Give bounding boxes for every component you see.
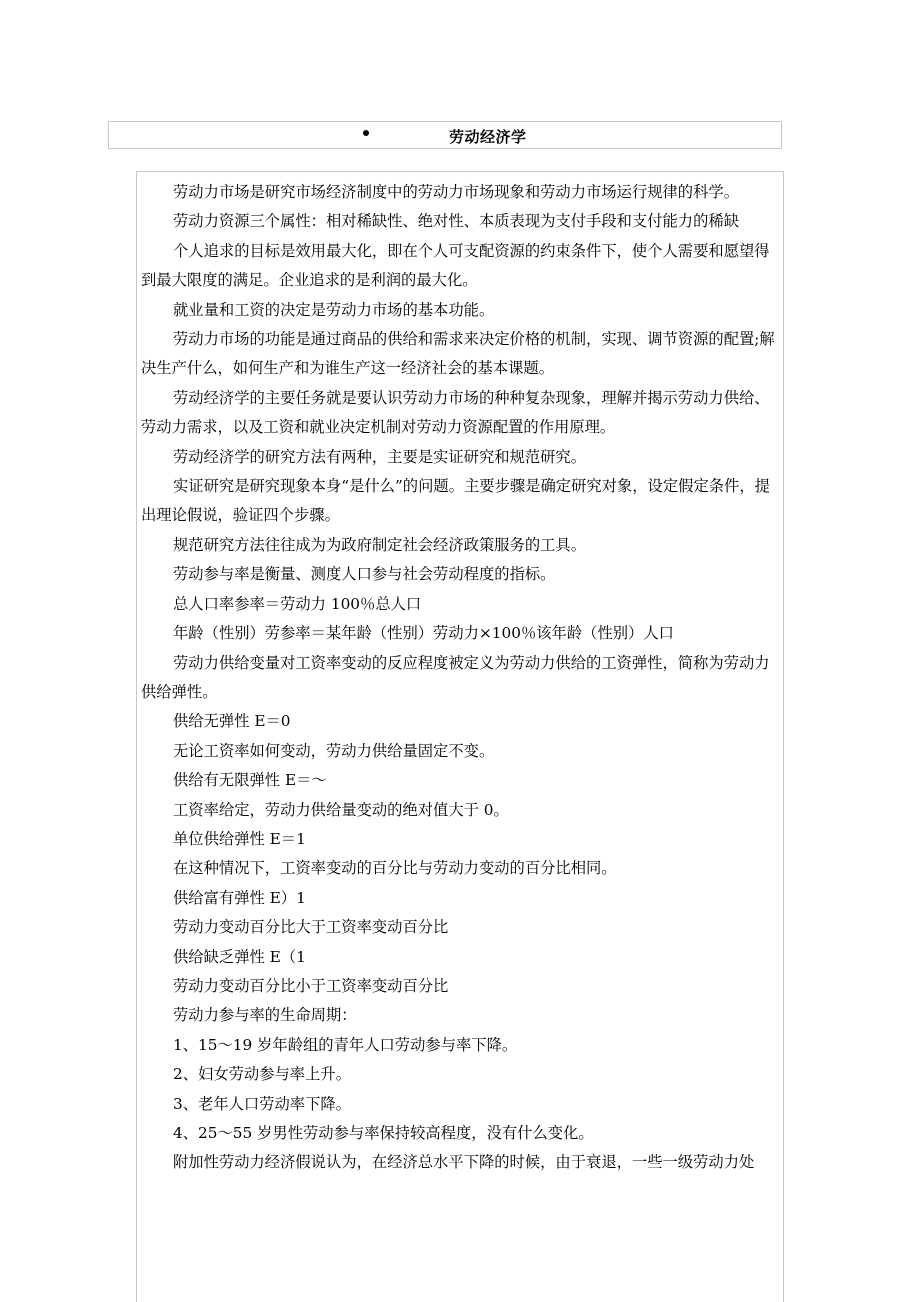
paragraph: 实证研究是研究现象本身“是什么”的问题。主要步骤是确定研究对象，设定假定条件，提出理论假说，验证四个步骤。 xyxy=(141,477,770,525)
document-title: 劳动经济学 xyxy=(449,128,527,146)
paragraph: 单位供给弹性 E＝1 xyxy=(173,829,306,848)
paragraph: 就业量和工资的决定是劳动力市场的基本功能。 xyxy=(173,300,495,319)
document-body xyxy=(136,171,784,1302)
bullet-icon xyxy=(363,130,369,136)
paragraph: 供给缺乏弹性 E（1 xyxy=(173,947,306,966)
paragraph: 劳动力参与率的生命周期： xyxy=(173,1006,357,1025)
paragraph: 在这种情况下，工资率变动的百分比与劳动力变动的百分比相同。 xyxy=(173,859,617,878)
paragraph: 劳动力市场是研究市场经济制度中的劳动力市场现象和劳动力市场运行规律的科学。 xyxy=(173,183,739,201)
paragraph: 无论工资率如何变动，劳动力供给量固定不变。 xyxy=(173,741,495,760)
paragraph: 工资率给定，劳动力供给量变动的绝对值大于 0。 xyxy=(173,800,509,819)
paragraph: 劳动力变动百分比大于工资率变动百分比 xyxy=(173,918,449,937)
paragraph: 劳动力供给变量对工资率变动的反应程度被定义为劳动力供给的工资弹性，简称为劳动力供给弹性。 xyxy=(141,653,770,701)
list-item: 2、妇女劳动参与率上升。 xyxy=(173,1065,351,1084)
paragraph: 供给有无限弹性 E＝～ xyxy=(173,771,327,790)
paragraph: 个人追求的目标是效用最大化，即在个人可支配资源的约束条件下，使个人需要和愿望得到最大限度的满足。企业追求的是利润的最大化。 xyxy=(141,241,770,290)
paragraph: 劳动力变动百分比小于工资率变动百分比 xyxy=(173,976,449,995)
paragraph: 供给无弹性 E＝0 xyxy=(173,712,291,731)
paragraph: 劳动力资源三个属性：相对稀缺性、绝对性、本质表现为支付手段和支付能力的稀缺 xyxy=(173,212,739,231)
paragraph: 劳动参与率是衡量、测度人口参与社会劳动程度的指标。 xyxy=(173,565,556,584)
document-title-bar xyxy=(108,121,782,149)
paragraph: 规范研究方法往往成为为政府制定社会经济政策服务的工具。 xyxy=(173,535,587,554)
paragraph: 劳动力市场的功能是通过商品的供给和需求来决定价格的机制，实现、调节资源的配置;解决生产什么，如何生产和为谁生产这一经济社会的基本课题。 xyxy=(141,330,775,378)
paragraph: 附加性劳动力经济假说认为，在经济总水平下降的时候，由于衰退，一些一级劳动力处 xyxy=(173,1153,755,1172)
formula: 年龄（性别）劳参率＝某年龄（性别）劳动力×100％该年龄（性别）人口 xyxy=(173,624,674,643)
list-item: 3、老年人口劳动率下降。 xyxy=(173,1094,351,1113)
formula: 总人口率参率＝劳动力 100％总人口 xyxy=(173,594,422,613)
list-item: 1、15～19 岁年龄组的青年人口劳动参与率下降。 xyxy=(173,1035,518,1054)
list-item: 4、25～55 岁男性劳动参与率保持较高程度，没有什么变化。 xyxy=(173,1124,594,1142)
paragraph: 劳动经济学的研究方法有两种，主要是实证研究和规范研究。 xyxy=(173,447,587,466)
paragraph: 供给富有弹性 E）1 xyxy=(173,888,306,907)
paragraph: 劳动经济学的主要任务就是要认识劳动力市场的种种复杂现象，理解并揭示劳动力供给、劳动力需求，以及工资和就业决定机制对劳动力资源配置的作用原理。 xyxy=(141,388,770,437)
